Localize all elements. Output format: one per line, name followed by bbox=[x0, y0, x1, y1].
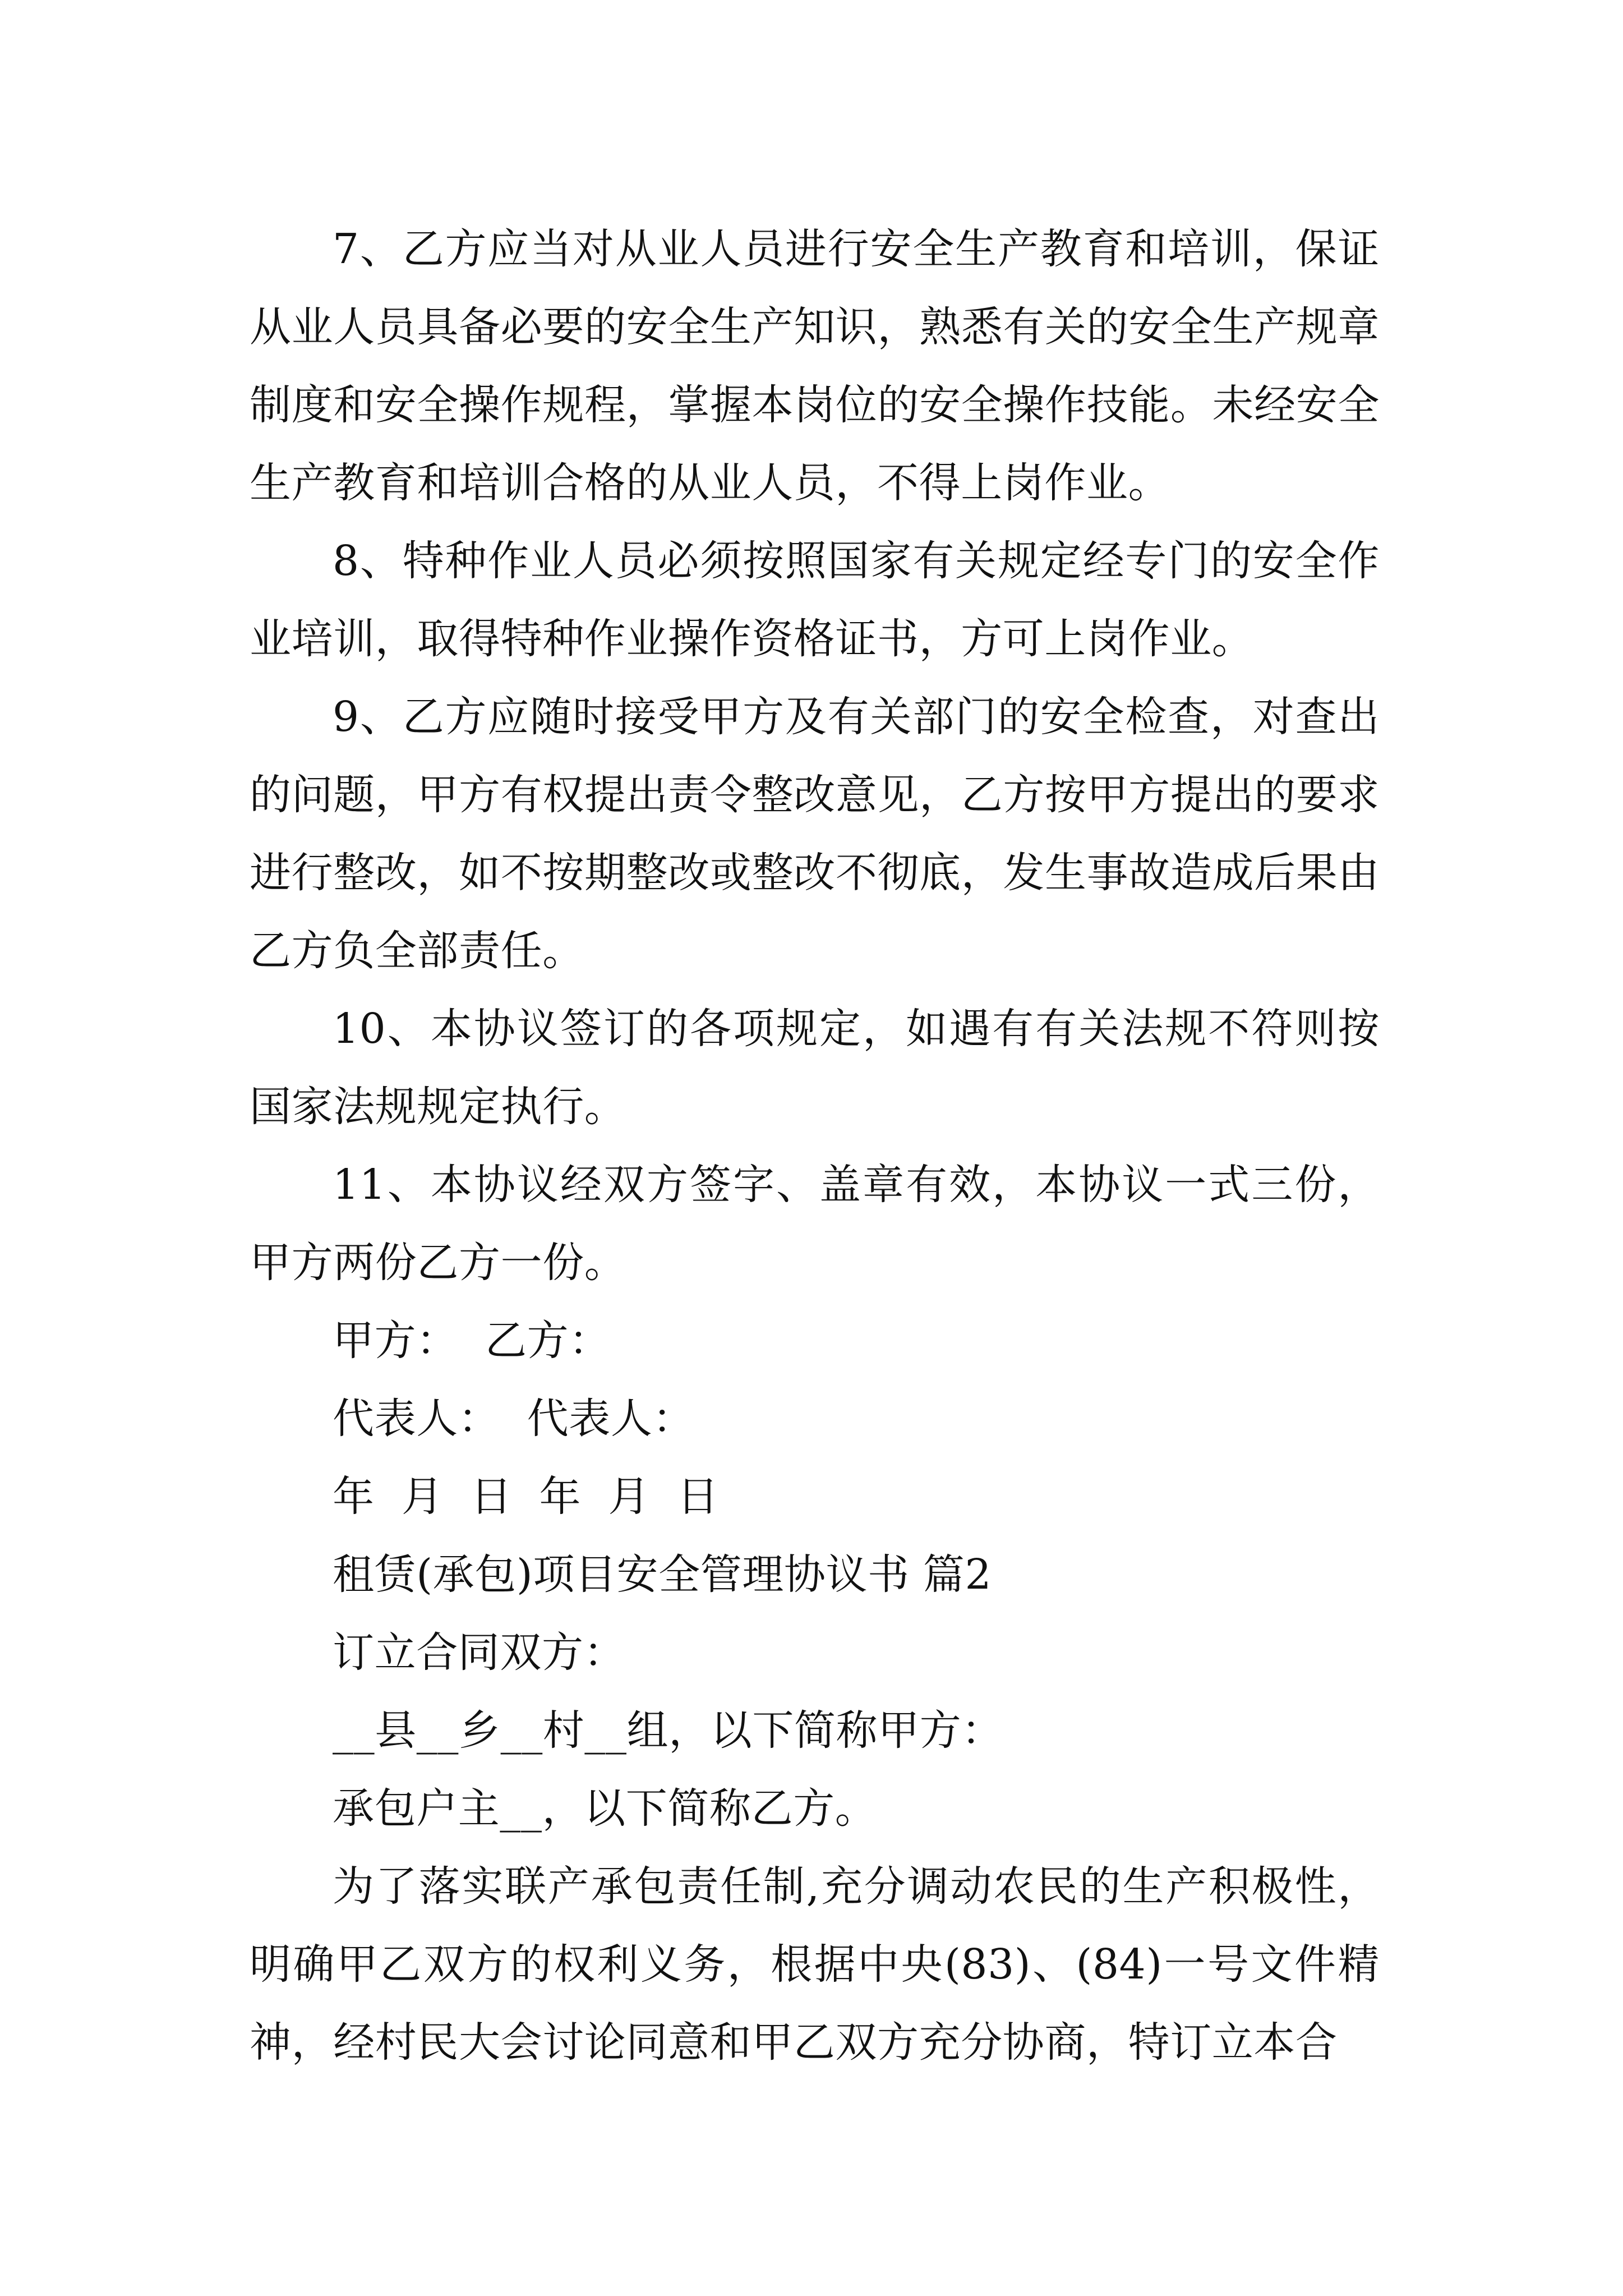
signature-dates: 年 月 日 年 月 日 bbox=[333, 1473, 719, 1521]
contract-parties-heading: 订立合同双方： bbox=[333, 1628, 626, 1677]
clause-10: 10、本协议签订的各项规定，如遇有有关法规不符则按国家法规规定执行。 bbox=[250, 1005, 1380, 1131]
clause-8: 8、特种作业人员必须按照国家有关规定经专门的安全作业培训，取得特种作业操作资格证书，方可上岗作业。 bbox=[250, 537, 1380, 663]
closing-paragraph: 为了落实联产承包责任制,充分调动农民的生产积极性，明确甲乙双方的权利义务，根据中央(83)、(84)一号文件精神，经村民大会讨论同意和甲乙双方充分协商，特订立本合 bbox=[250, 1862, 1380, 2067]
clause-11: 11、本协议经双方签字、盖章有效，本协议一式三份，甲方两份乙方一份。 bbox=[250, 1161, 1380, 1287]
signature-parties: 甲方： 乙方： bbox=[333, 1317, 611, 1365]
party-a-line: __县__乡__村__组，以下简称甲方： bbox=[333, 1706, 1003, 1755]
section-title: 租赁(承包)项目安全管理协议书 篇2 bbox=[333, 1550, 992, 1599]
signature-representatives: 代表人： 代表人： bbox=[333, 1395, 695, 1443]
clause-7: 7、乙方应当对从业人员进行安全生产教育和培训，保证从业人员具备必要的安全生产知识，熟悉有关的安全生产规章制度和安全操作规程，掌握本岗位的安全操作技能。未经安全生产教育和培训合格的从业人员，不得上岗作业。 bbox=[250, 225, 1380, 507]
party-b-line: 承包户主__，以下简称乙方。 bbox=[333, 1784, 877, 1833]
document-body bbox=[250, 210, 1380, 2082]
clause-9: 9、乙方应随时接受甲方及有关部门的安全检查，对查出的问题，甲方有权提出责令整改意见，乙方按甲方提出的要求进行整改，如不按期整改或整改不彻底，发生事故造成后果由乙方负全部责任。 bbox=[250, 693, 1380, 975]
